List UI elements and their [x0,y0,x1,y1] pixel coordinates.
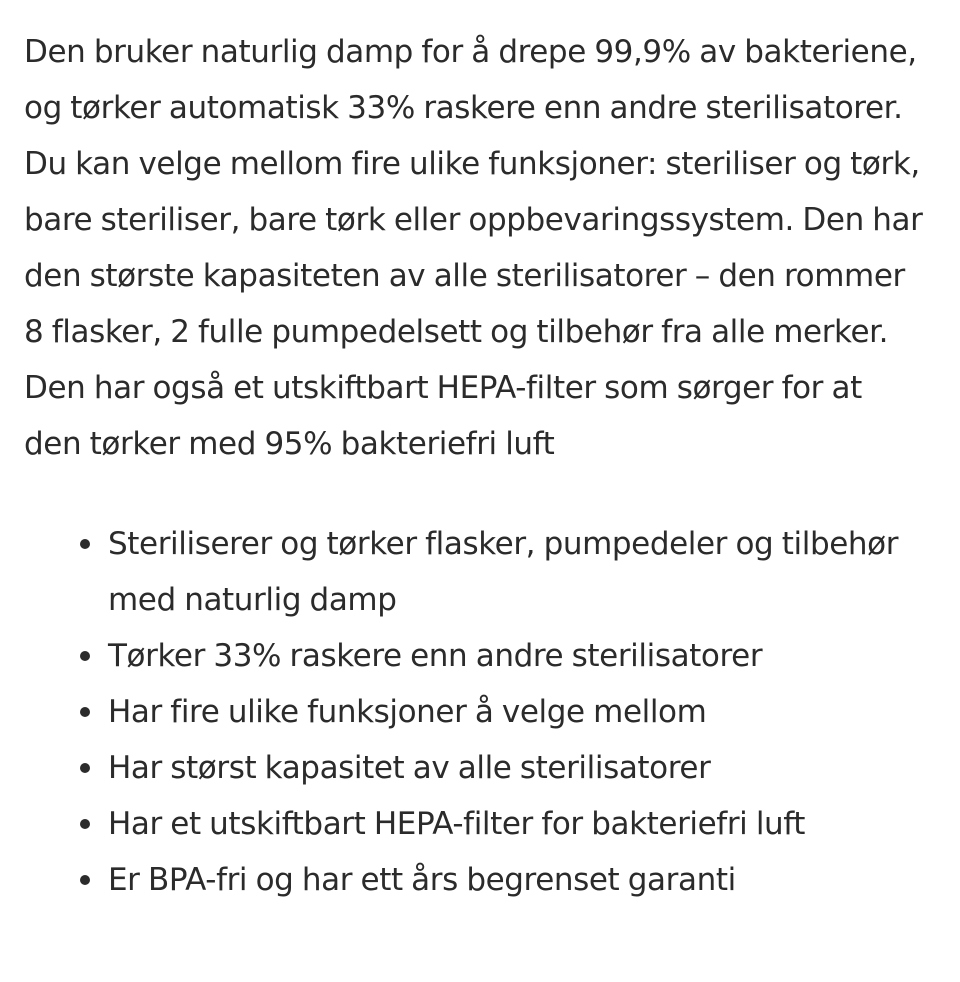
list-item-text: Steriliserer og tørker flasker, pumpedeler og tilbehør med naturlig damp [108,526,899,618]
list-item [108,796,914,852]
bullet-icon [80,875,90,885]
list-item [108,852,914,908]
list-item [108,628,914,684]
bullet-icon [80,539,90,549]
bullet-icon [80,651,90,661]
feature-list [24,516,914,908]
list-item [108,740,914,796]
intro-paragraph: Den bruker naturlig damp for å drepe 99,9% av bakteriene, og tørker automatisk 33% raskere enn andre sterilisatorer. Du kan velge mellom fire ulike funksjoner: steriliser og tørk, bare steriliser, bare tørk eller oppbevaringssystem. Den har den største kapasiteten av alle sterilisatorer – den rommer 8 flasker, 2 fulle pumpedelsett og tilbehør fra alle merker. Den har også et utskiftbart HEPA-filter som sørger for at den tørker med 95% bakteriefri luft [24,34,923,462]
list-item-text: Har et utskiftbart HEPA-filter for bakteriefri luft [108,806,806,842]
list-item-text: Har størst kapasitet av alle sterilisatorer [108,750,711,786]
bullet-icon [80,763,90,773]
list-item [108,516,914,628]
bullet-icon [80,819,90,829]
list-item-text: Har fire ulike funksjoner å velge mellom [108,694,707,730]
list-item-text: Tørker 33% raskere enn andre sterilisatorer [108,638,763,674]
list-item-text: Er BPA-fri og har ett års begrenset garanti [108,862,736,898]
bullet-icon [80,707,90,717]
list-item [108,684,914,740]
